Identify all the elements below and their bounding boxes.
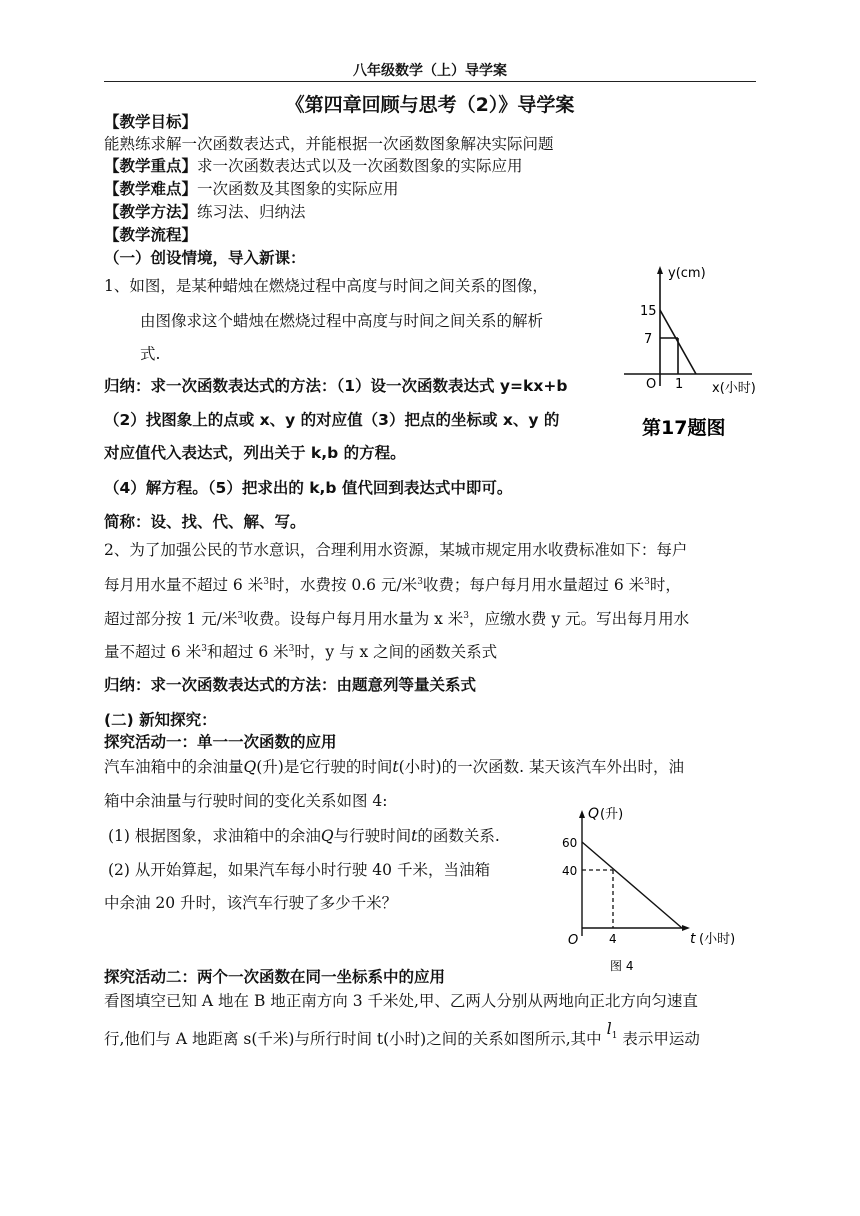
summary-1-line-5: 简称：设、找、代、解、写。 (104, 513, 306, 531)
q2-text: 和超过 6 米 (206, 643, 289, 661)
y-tick-7: 7 (644, 332, 653, 347)
activity-1-question-2: (2) 从开始算起，如果汽车每小时行驶 40 千米，当油箱 (108, 861, 490, 879)
a1-text: 与行驶时间 (333, 827, 412, 845)
superscript-3: 3 (288, 644, 295, 654)
question-2-line-1: 2、为了加强公民的节水意识，合理利用水资源，某城市规定用水收费标准如下：每户 (104, 541, 688, 559)
process-line (104, 225, 197, 245)
question-1-line-3: 式. (140, 345, 161, 363)
q2-text: 收费。设每户每月用水量为 x 米 (243, 610, 464, 628)
a1-text: (小时)的一次函数. 某天该汽车外出时，油 (398, 758, 685, 776)
figure-4-caption: 图 4 (610, 959, 634, 973)
q2-text: 时，y 与 x 之间的函数关系式 (294, 643, 498, 661)
superscript-3: 3 (237, 611, 244, 621)
objectives-heading (104, 112, 197, 132)
activity-1-question-2-cont: 中余油 20 升时，该汽车行驶了多少千米？ (104, 894, 398, 912)
superscript-3: 3 (463, 611, 470, 621)
y-axis-arrow-icon (579, 810, 585, 818)
q2-text: 超过部分按 1 元/米 (104, 610, 238, 628)
question-2-line-3 (104, 606, 689, 629)
y-tick-15: 15 (640, 304, 657, 319)
q2-text: 时， (649, 576, 681, 594)
q2-text: 每月用水量不超过 6 米 (104, 576, 264, 594)
summary-1-line-3: 对应值代入表达式，列出关于 k,b 的方程。 (104, 444, 406, 462)
origin-label: O (568, 933, 579, 948)
section-1-heading: （一）创设情境，导入新课： (104, 249, 306, 267)
y-tick-60: 60 (562, 836, 578, 850)
var-q: Q (320, 827, 334, 845)
a1-text: (升)是它行驶的时间 (256, 758, 393, 776)
figure-17-candle-graph (612, 258, 772, 450)
y-tick-40: 40 (562, 864, 578, 878)
x-axis-arrow-icon (682, 925, 690, 931)
y-axis-arrow-icon (657, 266, 663, 274)
fuel-line (582, 842, 682, 928)
y-axis-label-q: Q (588, 806, 600, 822)
key-label: 【教学重点】 (104, 157, 198, 175)
superscript-3: 3 (644, 577, 650, 587)
document-title: 《第四章回顾与思考（2）》导学案 (285, 94, 575, 116)
key-text: 求一次函数表达式以及一次函数图象的实际应用 (197, 157, 523, 175)
var-t: t (392, 758, 399, 776)
objectives-label: 【教学目标】 (104, 113, 198, 131)
x-tick-1: 1 (675, 377, 684, 392)
page-header: 八年级数学（上）导学案 (353, 63, 507, 79)
a1-text: 的函数关系. (417, 827, 500, 845)
activity-1-question-1 (108, 826, 500, 846)
q2-text: 时，水费按 0.6 元/米 (268, 576, 418, 594)
key-points-line (104, 156, 523, 176)
difficulty-text: 一次函数及其图象的实际应用 (197, 180, 399, 198)
superscript-3: 3 (201, 644, 207, 654)
activity-1-title: 探究活动一：单一一次函数的应用 (104, 733, 337, 751)
x-axis-label: x(小时) (712, 381, 756, 396)
question-2-line-4 (104, 639, 497, 662)
figure-17-caption: 第17题图 (642, 417, 726, 439)
difficulty-label: 【教学难点】 (104, 180, 198, 198)
superscript-3: 3 (417, 577, 423, 587)
summary-1-line-4: （4）解方程。（5）把求出的 k,b 值代回到表达式中即可。 (104, 479, 513, 497)
question-1-line-1: 1、如图，是某种蜡烛在燃烧过程中高度与时间之间关系的图像， (104, 277, 548, 295)
q2-text: 量不超过 6 米 (104, 643, 202, 661)
method-line (104, 202, 306, 222)
objectives-text: 能熟练求解一次函数表达式，并能根据一次函数图象解决实际问题 (104, 135, 554, 153)
question-1-line-2: 由图像求这个蜡烛在燃烧过程中高度与时间之间关系的解析 (140, 312, 544, 330)
y-axis-label-unit: (升) (600, 807, 624, 822)
l1-letter: l (606, 1019, 612, 1038)
section-2-heading: (二) 新知探究： (104, 711, 217, 729)
superscript-3: 3 (263, 577, 269, 587)
a1-text: 汽车油箱中的余油量 (104, 758, 244, 776)
summary-1-line-1: 归纳：求一次函数表达式的方法：（1）设一次函数表达式 y=kx+b (104, 377, 568, 395)
summary-1-line-2: （2）找图象上的点或 x、y 的对应值（3）把点的坐标或 x、y 的 (104, 411, 560, 429)
l1-subscript: 1 (611, 1031, 618, 1041)
figure-4-fuel-graph (556, 800, 762, 976)
question-2-line-2 (104, 572, 681, 595)
origin-label: O (646, 377, 657, 392)
activity-1-line-1 (104, 757, 684, 777)
activity-2-line-1: 看图填空已知 A 地在 B 地正南方向 3 千米处,甲、乙两人分别从两地向正北方向匀速直 (104, 992, 698, 1010)
q2-text: 收费；每户每月用水量超过 6 米 (422, 576, 645, 594)
a1-text: (1) 根据图象，求油箱中的余油 (108, 827, 321, 845)
x-axis-label-t: t (690, 931, 696, 947)
q2-text: ，应缴水费 y 元。写出每月用水 (469, 610, 690, 628)
y-axis-label: y(cm) (668, 266, 706, 281)
method-label: 【教学方法】 (104, 203, 198, 221)
process-label: 【教学流程】 (104, 226, 198, 244)
x-tick-4: 4 (609, 932, 617, 946)
a2-text: 表示甲运动 (622, 1030, 700, 1048)
activity-1-line-2: 箱中余油量与行驶时间的变化关系如图 4: (104, 792, 388, 810)
difficulty-line (104, 179, 399, 199)
var-q: Q (243, 758, 257, 776)
var-t: t (411, 827, 418, 845)
method-text: 练习法、归纳法 (197, 203, 306, 221)
header-rule (104, 81, 756, 82)
activity-2-line-2 (104, 1019, 700, 1052)
a2-text: 行,他们与 A 地距离 s(千米)与所行时间 t(小时)之间的关系如图所示,其中 (104, 1030, 602, 1048)
activity-2-title: 探究活动二：两个一次函数在同一坐标系中的应用 (104, 968, 446, 986)
l1-symbol (606, 1019, 618, 1041)
summary-2: 归纳：求一次函数表达式的方法：由题意列等量关系式 (104, 676, 477, 694)
x-axis-label-unit: (小时) (699, 932, 736, 947)
